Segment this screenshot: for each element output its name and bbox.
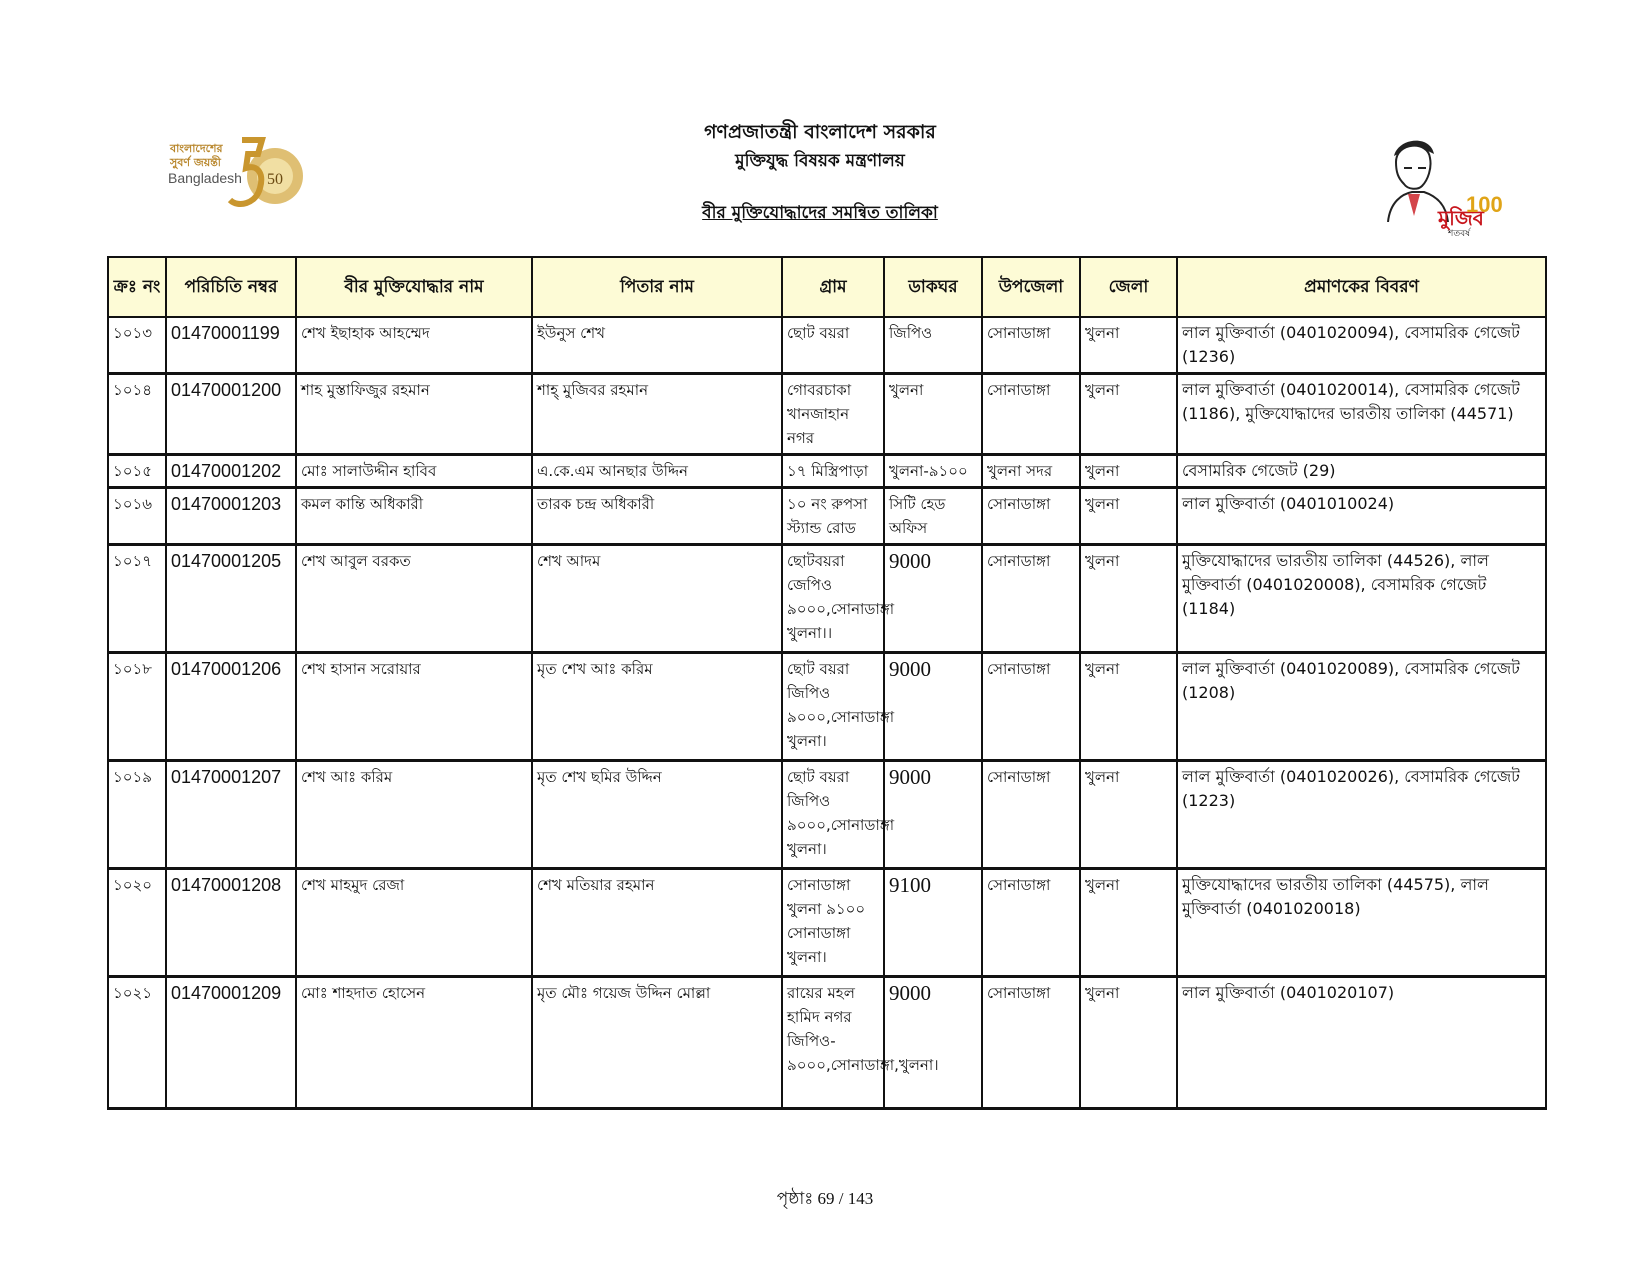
cell-id: 01470001207 [166, 761, 296, 869]
logo-number: 50 [267, 171, 283, 188]
table-row [108, 869, 1546, 977]
cell-post-office: 9000 [884, 545, 982, 653]
cell-upazila: সোনাডাঙ্গা [982, 488, 1080, 545]
golden-jubilee-logo [160, 128, 310, 218]
cell-post-office: খুলনা-৯১০০ [884, 455, 982, 488]
cell-post-office: খুলনা [884, 374, 982, 455]
col-district: জেলা [1080, 257, 1177, 317]
cell-village: ছোট বয়রা জিপিও ৯০০০,সোনাডাঙ্গা খুলনা। [782, 653, 884, 761]
col-name: বীর মুক্তিযোদ্ধার নাম [296, 257, 532, 317]
cell-name: শেখ আবুল বরকত [296, 545, 532, 653]
cell-village: সোনাডাঙ্গা খুলনা ৯১০০ সোনাডাঙ্গা খুলনা। [782, 869, 884, 977]
cell-name: শেখ হাসান সরোয়ার [296, 653, 532, 761]
table-row [108, 545, 1546, 653]
cell-village: ছোটবয়রা জেপিও ৯০০০,সোনাডাঙ্গা খুলনা।। [782, 545, 884, 653]
col-post-office: ডাকঘর [884, 257, 982, 317]
cell-serial: ১০১৬ [108, 488, 166, 545]
col-serial: ক্রঃ নং [108, 257, 166, 317]
cell-village: ১৭ মিস্ত্রিপাড়া [782, 455, 884, 488]
cell-id: 01470001208 [166, 869, 296, 977]
cell-upazila: সোনাডাঙ্গা [982, 545, 1080, 653]
logo-number-100: 100 [1466, 192, 1503, 217]
cell-evidence: বেসামরিক গেজেট (29) [1177, 455, 1546, 488]
cell-post-office: 9000 [884, 653, 982, 761]
cell-serial: ১০১৩ [108, 317, 166, 374]
col-village: গ্রাম [782, 257, 884, 317]
page-number: পৃষ্ঠাঃ 69 / 143 [776, 1189, 874, 1208]
cell-evidence: লাল মুক্তিবার্তা (0401020107) [1177, 977, 1546, 1109]
table-row [108, 374, 1546, 455]
cell-upazila: সোনাডাঙ্গা [982, 869, 1080, 977]
cell-father: শাহ্ মুজিবর রহমান [532, 374, 782, 455]
cell-name: শেখ মাহমুদ রেজা [296, 869, 532, 977]
cell-post-office: জিপিও [884, 317, 982, 374]
cell-id: 01470001200 [166, 374, 296, 455]
cell-serial: ১০১৭ [108, 545, 166, 653]
table-row [108, 317, 1546, 374]
cell-upazila: সোনাডাঙ্গা [982, 977, 1080, 1109]
cell-evidence: লাল মুক্তিবার্তা (0401020026), বেসামরিক গেজেট (1223) [1177, 761, 1546, 869]
cell-post-office: 9100 [884, 869, 982, 977]
cell-evidence: মুক্তিযোদ্ধাদের ভারতীয় তালিকা (44575), লাল মুক্তিবার্তা (0401020018) [1177, 869, 1546, 977]
cell-father: মৃত মৌঃ গয়েজ উদ্দিন মোল্লা [532, 977, 782, 1109]
cell-district: খুলনা [1080, 761, 1177, 869]
cell-evidence: লাল মুক্তিবার্তা (0401010024) [1177, 488, 1546, 545]
government-title: গণপ্রজাতন্ত্রী বাংলাদেশ সরকার [704, 121, 936, 143]
cell-post-office: 9000 [884, 977, 982, 1109]
logo-brand: Bangladesh [168, 170, 242, 186]
cell-district: খুলনা [1080, 977, 1177, 1109]
logo-tag-line-1: বাংলাদেশের [170, 142, 223, 155]
cell-district: খুলনা [1080, 455, 1177, 488]
cell-id: 01470001202 [166, 455, 296, 488]
cell-father: মৃত শেখ ছমির উদ্দিন [532, 761, 782, 869]
cell-father: তারক চন্দ্র অধিকারী [532, 488, 782, 545]
cell-upazila: সোনাডাঙ্গা [982, 317, 1080, 374]
cell-id: 01470001205 [166, 545, 296, 653]
freedom-fighters-table [107, 256, 1547, 1110]
cell-serial: ১০১৯ [108, 761, 166, 869]
list-title: বীর মুক্তিযোদ্ধাদের সমন্বিত তালিকা [702, 203, 938, 223]
cell-serial: ১০২১ [108, 977, 166, 1109]
cell-post-office: 9000 [884, 761, 982, 869]
cell-serial: ১০১৫ [108, 455, 166, 488]
table-row [108, 761, 1546, 869]
cell-father: মৃত শেখ আঃ করিম [532, 653, 782, 761]
cell-father: শেখ মতিয়ার রহমান [532, 869, 782, 977]
cell-district: খুলনা [1080, 545, 1177, 653]
cell-district: খুলনা [1080, 488, 1177, 545]
cell-upazila: খুলনা সদর [982, 455, 1080, 488]
cell-district: খুলনা [1080, 869, 1177, 977]
table-row [108, 977, 1546, 1109]
cell-upazila: সোনাডাঙ্গা [982, 653, 1080, 761]
ministry-title: মুক্তিযুদ্ধ বিষয়ক মন্ত্রণালয় [735, 151, 905, 171]
cell-village: ছোট বয়রা জিপিও ৯০০০,সোনাডাঙ্গা খুলনা। [782, 761, 884, 869]
cell-id: 01470001206 [166, 653, 296, 761]
cell-village: গোবরচাকা খানজাহান নগর [782, 374, 884, 455]
cell-evidence: মুক্তিযোদ্ধাদের ভারতীয় তালিকা (44526), লাল মুক্তিবার্তা (0401020008), বেসামরিক গেজেট (1184) [1177, 545, 1546, 653]
cell-name: শেখ আঃ করিম [296, 761, 532, 869]
logo-tag-line-2: সুবর্ণ জয়ন্তী [170, 156, 221, 169]
mujib-centenary-logo [1378, 132, 1503, 239]
cell-village: রায়ের মহল হামিদ নগর জিপিও- ৯০০০,সোনাডাঙ্গা,খুলনা। [782, 977, 884, 1109]
cell-father: এ.কে.এম আনছার উদ্দিন [532, 455, 782, 488]
cell-name: মোঃ শাহদাত হোসেন [296, 977, 532, 1109]
cell-upazila: সোনাডাঙ্গা [982, 374, 1080, 455]
cell-serial: ১০১৮ [108, 653, 166, 761]
cell-name: মোঃ সালাউদ্দীন হাবিব [296, 455, 532, 488]
table-row [108, 455, 1546, 488]
cell-serial: ১০১৪ [108, 374, 166, 455]
col-father: পিতার নাম [532, 257, 782, 317]
cell-serial: ১০২০ [108, 869, 166, 977]
cell-father: ইউনুস শেখ [532, 317, 782, 374]
cell-village: ১০ নং রুপসা স্ট্যান্ড রোড [782, 488, 884, 545]
col-id: পরিচিতি নম্বর [166, 257, 296, 317]
cell-district: খুলনা [1080, 653, 1177, 761]
cell-village: ছোট বয়রা [782, 317, 884, 374]
cell-district: খুলনা [1080, 374, 1177, 455]
cell-evidence: লাল মুক্তিবার্তা (0401020014), বেসামরিক গেজেট (1186), মুক্তিযোদ্ধাদের ভারতীয় তালিকা (44571) [1177, 374, 1546, 455]
cell-id: 01470001209 [166, 977, 296, 1109]
cell-father: শেখ আদম [532, 545, 782, 653]
cell-evidence: লাল মুক্তিবার্তা (0401020089), বেসামরিক গেজেট (1208) [1177, 653, 1546, 761]
cell-upazila: সোনাডাঙ্গা [982, 761, 1080, 869]
cell-district: খুলনা [1080, 317, 1177, 374]
table-row [108, 653, 1546, 761]
cell-name: শাহ মুস্তাফিজুর রহমান [296, 374, 532, 455]
logo-50-mark-icon [220, 128, 310, 218]
cell-id: 01470001199 [166, 317, 296, 374]
cell-name: কমল কান্তি অধিকারী [296, 488, 532, 545]
logo-subtitle: শতবর্ষ [1448, 229, 1471, 239]
cell-id: 01470001203 [166, 488, 296, 545]
col-upazila: উপজেলা [982, 257, 1080, 317]
cell-post-office: সিটি হেড অফিস [884, 488, 982, 545]
col-evidence: প্রমাণকের বিবরণ [1177, 257, 1546, 317]
cell-evidence: লাল মুক্তিবার্তা (0401020094), বেসামরিক গেজেট (1236) [1177, 317, 1546, 374]
table-header-row [108, 257, 1546, 317]
cell-name: শেখ ইছাহাক আহম্মেদ [296, 317, 532, 374]
logo-mark: মুজিব [1438, 208, 1484, 230]
table-row [108, 488, 1546, 545]
